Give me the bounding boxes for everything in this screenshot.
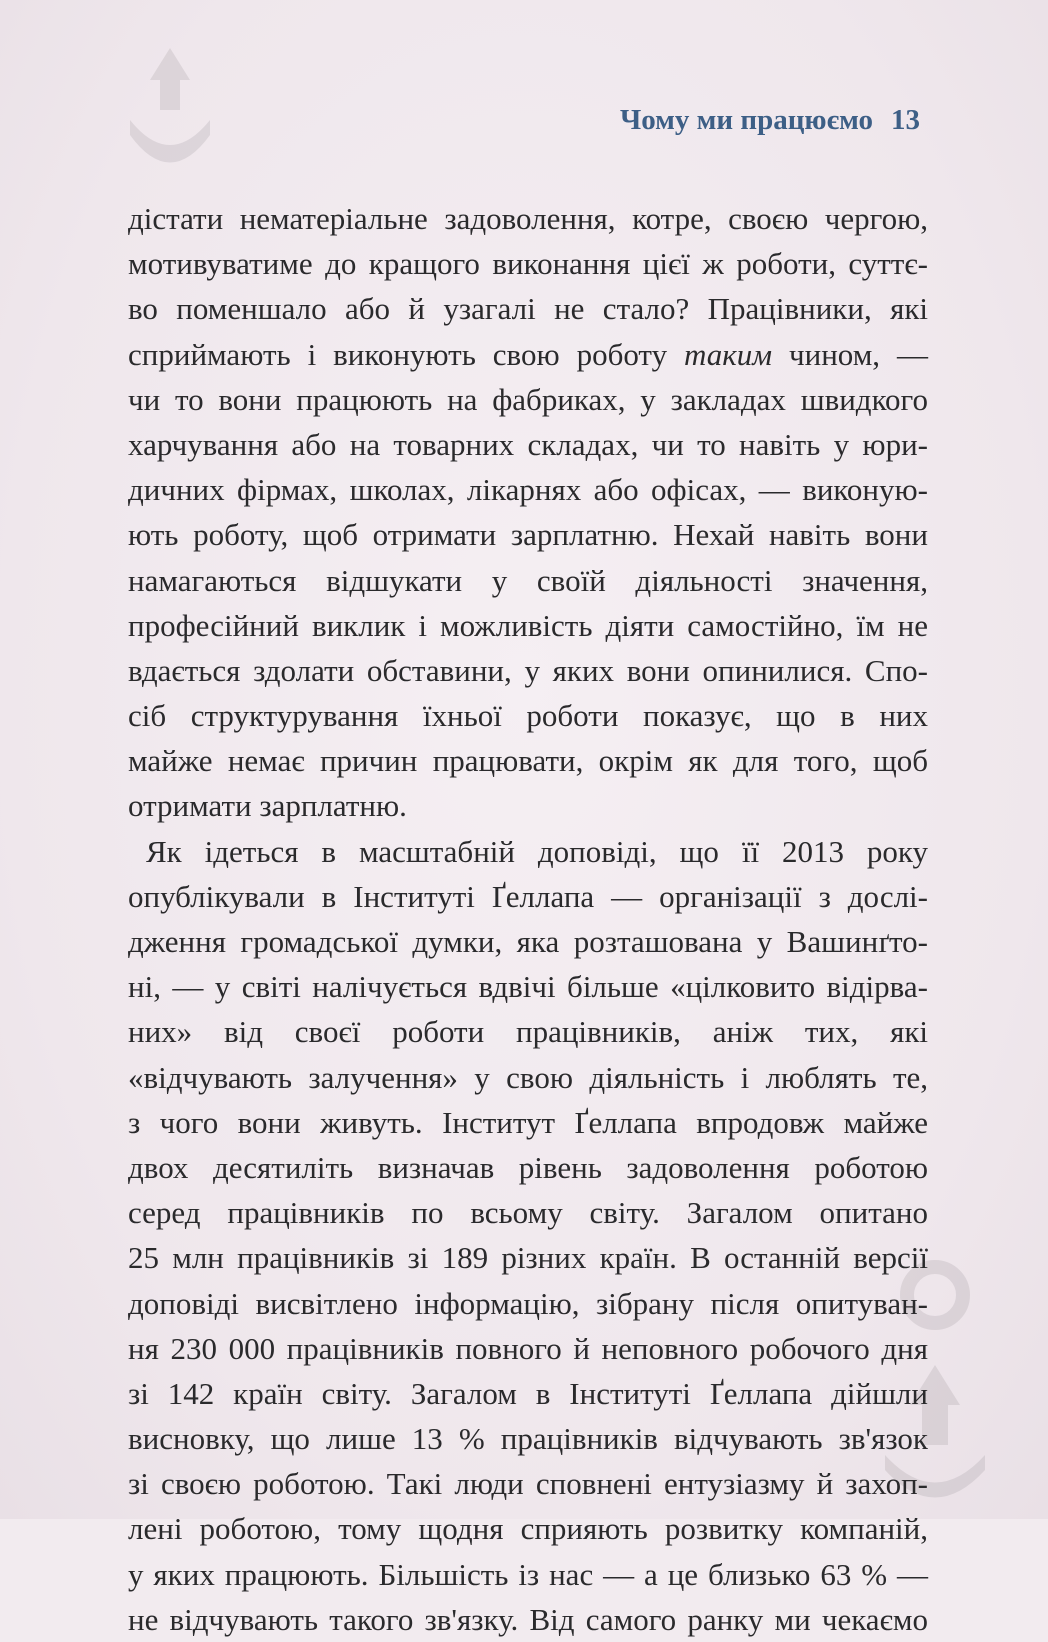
text-line (128, 1009, 928, 1054)
text-segment: намагаються відшукати у своїй діяльності значення, (128, 562, 928, 598)
text-line (128, 467, 928, 512)
text-line (128, 1145, 928, 1190)
text-segment: серед працівників по всьому світу. Загалом опитано (128, 1195, 928, 1231)
text-segment: ні, — у світі налічується вдвічі більше «цілковито відірва- (128, 969, 928, 1005)
text-segment: вдається здолати обставини, у яких вони опинилися. Спо- (128, 652, 928, 688)
text-segment: мотивуватиме до кращого виконання цієї ж роботи, суттє- (128, 246, 928, 282)
text-segment: 25 млн працівників зі 189 різних країн. В останній версії (128, 1240, 928, 1276)
text-line (128, 512, 928, 557)
text-segment: у яких працюють. Більшість із нас — а це близько 63 % — (128, 1556, 928, 1592)
text-line (128, 1281, 928, 1326)
text-segment: доповіді висвітлено інформацію, зібрану після опитуван- (128, 1285, 928, 1321)
text-segment: отримати зарплатню. (128, 788, 407, 824)
text-line (128, 1552, 928, 1597)
text-line (128, 196, 928, 241)
watermark-logo-icon (110, 40, 230, 190)
text-segment: чи то вони працюють на фабриках, у закладах швидкого (128, 381, 928, 417)
text-segment: не відчувають такого зв'язку. Від самого ранку ми чекаємо (128, 1601, 928, 1637)
page-number: 13 (891, 104, 920, 136)
text-line (128, 241, 928, 286)
text-line (128, 738, 928, 783)
text-line (128, 377, 928, 422)
emphasized-text: таким (684, 336, 773, 372)
text-segment: них» від своєї роботи працівників, аніж тих, які (128, 1014, 928, 1050)
text-line (128, 422, 928, 467)
text-segment: ють роботу, щоб отримати зарплатню. Нехай навіть вони (128, 517, 928, 553)
text-segment: професійний виклик і можливість діяти самостійно, їм не (128, 607, 928, 643)
text-segment: во поменшало або й узагалі не стало? Працівники, які (128, 291, 928, 327)
text-segment: з чого вони живуть. Інститут Ґеллапа впродовж майже (128, 1104, 928, 1140)
text-line (128, 1055, 928, 1100)
text-segment: зі 142 країн світу. Загалом в Інституті Ґеллапа дійшли (128, 1375, 928, 1411)
text-line (128, 648, 928, 693)
text-line (128, 1597, 928, 1642)
text-line (128, 603, 928, 648)
text-segment: чином, — (772, 336, 928, 372)
text-line (128, 1416, 928, 1461)
text-line (128, 1461, 928, 1506)
text-segment: дження громадської думки, яка розташована у Вашинґто- (128, 924, 928, 959)
text-line (128, 1326, 928, 1371)
text-segment: сіб структурування їхньої роботи показує, що в них (128, 698, 928, 734)
text-line (128, 1371, 928, 1416)
text-line (128, 558, 928, 603)
text-segment: двох десятиліть визначав рівень задоволення роботою (128, 1149, 928, 1185)
text-segment: дістати нематеріальне задоволення, котре, своєю чергою, (128, 201, 928, 236)
text-segment: «відчувають залучення» у свою діяльність і люблять те, (128, 1059, 928, 1095)
text-line (128, 1506, 928, 1551)
text-segment: сприймають і виконують свою роботу (128, 336, 685, 372)
text-segment: опублікували в Інституті Ґеллапа — організації з дослі- (128, 878, 928, 914)
text-line (128, 964, 928, 1009)
text-segment: харчування або на товарних складах, чи то навіть у юри- (128, 426, 928, 462)
running-head (620, 104, 920, 137)
text-segment: майже немає причин працювати, окрім як для того, щоб (128, 743, 928, 779)
text-line (128, 783, 928, 828)
text-line (128, 286, 928, 331)
text-segment: висновку, що лише 13 % працівників відчувають зв'язок (128, 1421, 928, 1457)
text-line (128, 1100, 928, 1145)
text-line (128, 1190, 928, 1235)
text-segment: Як ідеться в масштабній доповіді, що її 2013 року (146, 833, 928, 869)
text-line (128, 829, 928, 874)
text-line (128, 1235, 928, 1280)
text-segment: лені роботою, тому щодня сприяють розвитку компаній, (128, 1511, 928, 1547)
text-segment: дичних фірмах, школах, лікарнях або офісах, — виконую- (128, 472, 928, 508)
text-line (128, 693, 928, 738)
text-line (128, 919, 928, 964)
text-segment: ня 230 000 працівників повного й неповного робочого дня (128, 1330, 928, 1366)
text-segment: зі своєю роботою. Такі люди сповнені ентузіазму й захоп- (128, 1466, 928, 1502)
text-line (128, 874, 928, 919)
running-head-title: Чому ми працюємо (619, 104, 873, 136)
text-line (128, 332, 928, 377)
body-text (128, 196, 928, 1642)
